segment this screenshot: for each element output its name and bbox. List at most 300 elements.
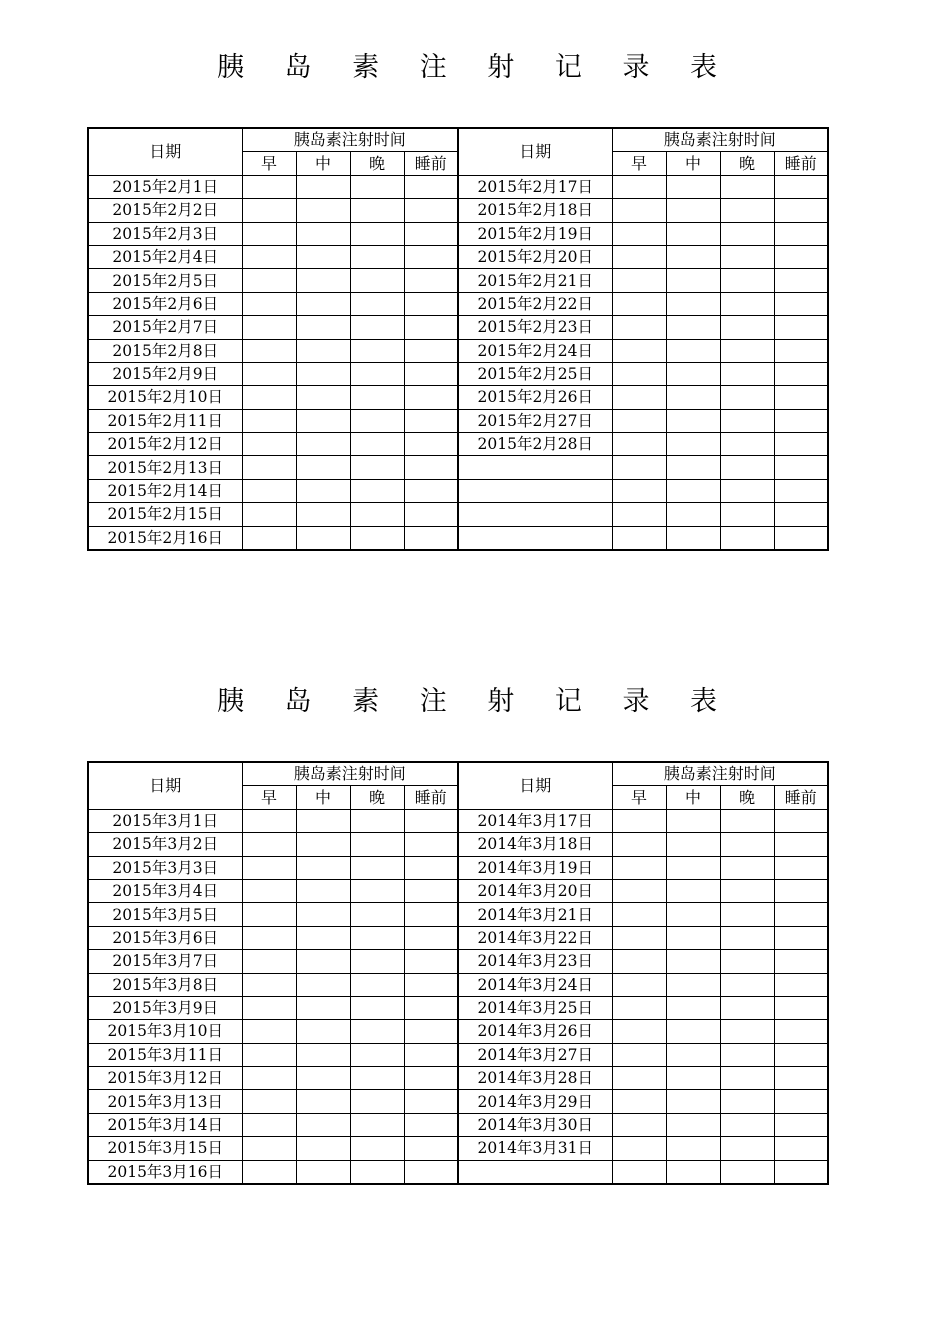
table-row — [88, 926, 828, 949]
injection-entry-cell[interactable] — [774, 526, 828, 550]
date-cell: 2015年2月27日 — [458, 409, 612, 432]
injection-entry-cell[interactable] — [404, 996, 458, 1019]
injection-entry-cell[interactable] — [720, 926, 774, 949]
date-cell: 2015年3月13日 — [88, 1090, 242, 1113]
injection-time-header: 胰岛素注射时间 — [242, 762, 458, 786]
injection-entry-cell[interactable] — [242, 222, 296, 245]
date-cell: 2014年3月22日 — [458, 926, 612, 949]
injection-entry-cell[interactable] — [296, 856, 350, 879]
injection-entry-cell[interactable] — [404, 199, 458, 222]
injection-entry-cell[interactable] — [666, 1043, 720, 1066]
injection-entry-cell[interactable] — [774, 903, 828, 926]
table-row — [88, 316, 828, 339]
injection-entry-cell[interactable] — [242, 269, 296, 292]
injection-entry-cell[interactable] — [774, 1160, 828, 1184]
date-cell: 2014年3月24日 — [458, 973, 612, 996]
date-cell: 2014年3月17日 — [458, 809, 612, 832]
injection-entry-cell[interactable] — [774, 856, 828, 879]
injection-entry-cell[interactable] — [720, 503, 774, 526]
injection-entry-cell[interactable] — [296, 503, 350, 526]
injection-entry-cell[interactable] — [666, 292, 720, 315]
injection-entry-cell[interactable] — [404, 1043, 458, 1066]
injection-entry-cell[interactable] — [404, 1067, 458, 1090]
injection-entry-cell[interactable] — [242, 479, 296, 502]
injection-entry-cell[interactable] — [242, 386, 296, 409]
injection-entry-cell[interactable] — [720, 809, 774, 832]
injection-entry-cell[interactable] — [666, 456, 720, 479]
injection-entry-cell[interactable] — [612, 833, 666, 856]
injection-entry-cell[interactable] — [720, 856, 774, 879]
injection-entry-cell[interactable] — [296, 199, 350, 222]
injection-entry-cell[interactable] — [666, 1090, 720, 1113]
injection-entry-cell[interactable] — [296, 362, 350, 385]
injection-entry-cell[interactable] — [720, 1160, 774, 1184]
date-cell: 2015年3月16日 — [88, 1160, 242, 1184]
table-row — [88, 856, 828, 879]
injection-entry-cell[interactable] — [404, 316, 458, 339]
injection-entry-cell[interactable] — [774, 292, 828, 315]
injection-entry-cell[interactable] — [296, 433, 350, 456]
injection-entry-cell[interactable] — [242, 339, 296, 362]
injection-entry-cell[interactable] — [720, 433, 774, 456]
injection-entry-cell[interactable] — [612, 362, 666, 385]
injection-entry-cell[interactable] — [242, 1043, 296, 1066]
injection-entry-cell[interactable] — [720, 1043, 774, 1066]
injection-entry-cell[interactable] — [612, 903, 666, 926]
table-row — [88, 973, 828, 996]
table-row — [88, 245, 828, 268]
injection-entry-cell[interactable] — [612, 973, 666, 996]
injection-entry-cell[interactable] — [720, 362, 774, 385]
injection-entry-cell[interactable] — [404, 386, 458, 409]
injection-entry-cell[interactable] — [774, 1090, 828, 1113]
injection-entry-cell[interactable] — [242, 433, 296, 456]
injection-entry-cell[interactable] — [296, 175, 350, 198]
injection-entry-cell[interactable] — [666, 362, 720, 385]
injection-entry-cell[interactable] — [350, 833, 404, 856]
injection-entry-cell[interactable] — [612, 479, 666, 502]
injection-entry-cell[interactable] — [774, 339, 828, 362]
injection-entry-cell[interactable] — [296, 926, 350, 949]
injection-entry-cell[interactable] — [666, 856, 720, 879]
injection-entry-cell[interactable] — [666, 175, 720, 198]
injection-entry-cell[interactable] — [296, 1160, 350, 1184]
date-cell: 2015年2月20日 — [458, 245, 612, 268]
injection-entry-cell[interactable] — [242, 175, 296, 198]
injection-entry-cell[interactable] — [242, 996, 296, 1019]
date-cell: 2014年3月26日 — [458, 1020, 612, 1043]
date-cell: 2015年2月10日 — [88, 386, 242, 409]
injection-entry-cell[interactable] — [666, 409, 720, 432]
injection-entry-cell[interactable] — [720, 973, 774, 996]
injection-entry-cell[interactable] — [296, 1137, 350, 1160]
date-cell: 2015年2月26日 — [458, 386, 612, 409]
injection-entry-cell[interactable] — [404, 950, 458, 973]
date-cell: 2015年2月5日 — [88, 269, 242, 292]
injection-entry-cell[interactable] — [296, 222, 350, 245]
injection-entry-cell[interactable] — [350, 362, 404, 385]
injection-entry-cell[interactable] — [350, 503, 404, 526]
injection-entry-cell[interactable] — [242, 1137, 296, 1160]
injection-entry-cell[interactable] — [612, 175, 666, 198]
injection-entry-cell[interactable] — [612, 950, 666, 973]
injection-entry-cell[interactable] — [720, 1067, 774, 1090]
injection-entry-cell[interactable] — [350, 950, 404, 973]
injection-entry-cell[interactable] — [242, 856, 296, 879]
injection-entry-cell[interactable] — [612, 316, 666, 339]
injection-entry-cell[interactable] — [666, 996, 720, 1019]
injection-entry-cell[interactable] — [774, 1113, 828, 1136]
injection-entry-cell[interactable] — [350, 1067, 404, 1090]
injection-entry-cell[interactable] — [296, 973, 350, 996]
injection-entry-cell[interactable] — [296, 479, 350, 502]
injection-entry-cell[interactable] — [404, 292, 458, 315]
injection-entry-cell[interactable] — [774, 1020, 828, 1043]
injection-entry-cell[interactable] — [720, 175, 774, 198]
injection-entry-cell[interactable] — [774, 386, 828, 409]
injection-entry-cell[interactable] — [404, 879, 458, 902]
injection-entry-cell[interactable] — [404, 456, 458, 479]
injection-entry-cell[interactable] — [666, 926, 720, 949]
injection-entry-cell[interactable] — [296, 809, 350, 832]
injection-entry-cell[interactable] — [296, 903, 350, 926]
injection-entry-cell[interactable] — [774, 269, 828, 292]
injection-entry-cell[interactable] — [720, 479, 774, 502]
injection-entry-cell[interactable] — [720, 316, 774, 339]
date-cell: 2015年2月1日 — [88, 175, 242, 198]
injection-entry-cell[interactable] — [774, 809, 828, 832]
injection-entry-cell[interactable] — [242, 316, 296, 339]
injection-entry-cell[interactable] — [350, 1160, 404, 1184]
injection-entry-cell[interactable] — [720, 292, 774, 315]
injection-entry-cell[interactable] — [404, 903, 458, 926]
injection-entry-cell[interactable] — [350, 409, 404, 432]
injection-entry-cell[interactable] — [720, 339, 774, 362]
slot-header-noon: 中 — [296, 786, 350, 809]
injection-entry-cell[interactable] — [612, 1020, 666, 1043]
injection-entry-cell[interactable] — [242, 950, 296, 973]
injection-entry-cell[interactable] — [720, 879, 774, 902]
injection-entry-cell[interactable] — [612, 809, 666, 832]
injection-entry-cell[interactable] — [296, 1020, 350, 1043]
injection-entry-cell[interactable] — [350, 175, 404, 198]
injection-entry-cell[interactable] — [774, 362, 828, 385]
date-cell: 2015年2月13日 — [88, 456, 242, 479]
injection-entry-cell[interactable] — [350, 292, 404, 315]
injection-entry-cell[interactable] — [612, 269, 666, 292]
injection-entry-cell[interactable] — [242, 503, 296, 526]
injection-entry-cell[interactable] — [242, 973, 296, 996]
injection-entry-cell[interactable] — [666, 903, 720, 926]
injection-entry-cell[interactable] — [404, 1160, 458, 1184]
injection-entry-cell[interactable] — [404, 269, 458, 292]
injection-entry-cell[interactable] — [296, 386, 350, 409]
injection-entry-cell[interactable] — [666, 316, 720, 339]
injection-entry-cell[interactable] — [666, 222, 720, 245]
injection-entry-cell[interactable] — [774, 1137, 828, 1160]
injection-entry-cell[interactable] — [612, 526, 666, 550]
injection-entry-cell[interactable] — [404, 856, 458, 879]
injection-entry-cell[interactable] — [666, 879, 720, 902]
injection-entry-cell[interactable] — [350, 526, 404, 550]
injection-entry-cell[interactable] — [350, 926, 404, 949]
injection-entry-cell[interactable] — [612, 409, 666, 432]
date-cell: 2014年3月28日 — [458, 1067, 612, 1090]
injection-entry-cell[interactable] — [612, 199, 666, 222]
injection-entry-cell[interactable] — [666, 1160, 720, 1184]
injection-entry-cell[interactable] — [666, 479, 720, 502]
injection-entry-cell[interactable] — [404, 526, 458, 550]
injection-entry-cell[interactable] — [612, 1113, 666, 1136]
injection-entry-cell[interactable] — [774, 175, 828, 198]
date-cell — [458, 503, 612, 526]
injection-entry-cell[interactable] — [404, 1137, 458, 1160]
injection-entry-cell[interactable] — [350, 1020, 404, 1043]
injection-entry-cell[interactable] — [612, 996, 666, 1019]
injection-entry-cell[interactable] — [720, 526, 774, 550]
injection-entry-cell[interactable] — [242, 1090, 296, 1113]
injection-entry-cell[interactable] — [666, 973, 720, 996]
injection-entry-cell[interactable] — [720, 833, 774, 856]
injection-entry-cell[interactable] — [242, 879, 296, 902]
injection-entry-cell[interactable] — [720, 245, 774, 268]
injection-entry-cell[interactable] — [296, 1067, 350, 1090]
injection-entry-cell[interactable] — [666, 950, 720, 973]
injection-entry-cell[interactable] — [350, 199, 404, 222]
date-cell: 2015年3月11日 — [88, 1043, 242, 1066]
table-row — [88, 269, 828, 292]
injection-entry-cell[interactable] — [666, 526, 720, 550]
date-cell: 2015年3月1日 — [88, 809, 242, 832]
date-cell — [458, 456, 612, 479]
injection-entry-cell[interactable] — [242, 1020, 296, 1043]
injection-entry-cell[interactable] — [774, 926, 828, 949]
date-cell: 2015年2月19日 — [458, 222, 612, 245]
injection-entry-cell[interactable] — [666, 833, 720, 856]
injection-entry-cell[interactable] — [612, 245, 666, 268]
injection-entry-cell[interactable] — [350, 316, 404, 339]
injection-entry-cell[interactable] — [666, 339, 720, 362]
injection-entry-cell[interactable] — [612, 339, 666, 362]
injection-entry-cell[interactable] — [404, 175, 458, 198]
injection-entry-cell[interactable] — [404, 339, 458, 362]
slot-header-evening: 晚 — [720, 152, 774, 175]
injection-entry-cell[interactable] — [666, 245, 720, 268]
slot-header-morning: 早 — [242, 152, 296, 175]
injection-entry-cell[interactable] — [242, 292, 296, 315]
injection-entry-cell[interactable] — [350, 1113, 404, 1136]
injection-entry-cell[interactable] — [242, 456, 296, 479]
injection-entry-cell[interactable] — [612, 1160, 666, 1184]
injection-entry-cell[interactable] — [774, 973, 828, 996]
injection-entry-cell[interactable] — [404, 433, 458, 456]
injection-entry-cell[interactable] — [350, 1090, 404, 1113]
injection-entry-cell[interactable] — [350, 903, 404, 926]
injection-entry-cell[interactable] — [296, 1043, 350, 1066]
injection-entry-cell[interactable] — [350, 1043, 404, 1066]
injection-entry-cell[interactable] — [774, 503, 828, 526]
injection-entry-cell[interactable] — [612, 1043, 666, 1066]
injection-entry-cell[interactable] — [612, 386, 666, 409]
injection-entry-cell[interactable] — [720, 1137, 774, 1160]
injection-entry-cell[interactable] — [350, 973, 404, 996]
table-row — [88, 1113, 828, 1136]
date-cell: 2015年2月14日 — [88, 479, 242, 502]
injection-entry-cell[interactable] — [350, 856, 404, 879]
injection-entry-cell[interactable] — [666, 503, 720, 526]
injection-entry-cell[interactable] — [350, 456, 404, 479]
injection-entry-cell[interactable] — [242, 903, 296, 926]
injection-entry-cell[interactable] — [404, 1090, 458, 1113]
date-cell: 2014年3月21日 — [458, 903, 612, 926]
injection-entry-cell[interactable] — [296, 316, 350, 339]
injection-entry-cell[interactable] — [242, 1067, 296, 1090]
injection-entry-cell[interactable] — [242, 245, 296, 268]
injection-entry-cell[interactable] — [404, 926, 458, 949]
injection-entry-cell[interactable] — [404, 833, 458, 856]
injection-entry-cell[interactable] — [612, 456, 666, 479]
injection-entry-cell[interactable] — [296, 456, 350, 479]
injection-entry-cell[interactable] — [774, 433, 828, 456]
date-cell: 2015年3月8日 — [88, 973, 242, 996]
injection-entry-cell[interactable] — [350, 479, 404, 502]
injection-entry-cell[interactable] — [774, 245, 828, 268]
injection-entry-cell[interactable] — [612, 222, 666, 245]
injection-entry-cell[interactable] — [612, 433, 666, 456]
injection-entry-cell[interactable] — [720, 996, 774, 1019]
injection-entry-cell[interactable] — [296, 996, 350, 1019]
injection-entry-cell[interactable] — [666, 386, 720, 409]
injection-entry-cell[interactable] — [404, 245, 458, 268]
injection-entry-cell[interactable] — [720, 1113, 774, 1136]
table-row — [88, 903, 828, 926]
injection-entry-cell[interactable] — [720, 222, 774, 245]
injection-entry-cell[interactable] — [612, 926, 666, 949]
injection-entry-cell[interactable] — [774, 833, 828, 856]
injection-entry-cell[interactable] — [774, 316, 828, 339]
date-cell: 2014年3月25日 — [458, 996, 612, 1019]
injection-entry-cell[interactable] — [404, 1020, 458, 1043]
injection-entry-cell[interactable] — [774, 996, 828, 1019]
injection-entry-cell[interactable] — [350, 433, 404, 456]
injection-entry-cell[interactable] — [720, 386, 774, 409]
injection-entry-cell[interactable] — [350, 996, 404, 1019]
injection-entry-cell[interactable] — [242, 926, 296, 949]
date-column-header: 日期 — [458, 128, 612, 175]
injection-entry-cell[interactable] — [666, 269, 720, 292]
table-row — [88, 222, 828, 245]
injection-entry-cell[interactable] — [296, 1090, 350, 1113]
injection-entry-cell[interactable] — [720, 409, 774, 432]
injection-entry-cell[interactable] — [774, 409, 828, 432]
injection-entry-cell[interactable] — [720, 456, 774, 479]
injection-entry-cell[interactable] — [612, 1090, 666, 1113]
injection-entry-cell[interactable] — [242, 1160, 296, 1184]
injection-entry-cell[interactable] — [666, 1067, 720, 1090]
injection-entry-cell[interactable] — [242, 526, 296, 550]
injection-entry-cell[interactable] — [296, 339, 350, 362]
injection-entry-cell[interactable] — [612, 1067, 666, 1090]
injection-entry-cell[interactable] — [612, 1137, 666, 1160]
injection-entry-cell[interactable] — [296, 879, 350, 902]
injection-entry-cell[interactable] — [720, 269, 774, 292]
injection-entry-cell[interactable] — [404, 362, 458, 385]
injection-entry-cell[interactable] — [774, 479, 828, 502]
injection-entry-cell[interactable] — [296, 950, 350, 973]
injection-entry-cell[interactable] — [666, 433, 720, 456]
injection-entry-cell[interactable] — [774, 1043, 828, 1066]
injection-entry-cell[interactable] — [296, 292, 350, 315]
injection-entry-cell[interactable] — [720, 1020, 774, 1043]
injection-entry-cell[interactable] — [774, 879, 828, 902]
injection-entry-cell[interactable] — [296, 409, 350, 432]
injection-entry-cell[interactable] — [612, 879, 666, 902]
injection-entry-cell[interactable] — [296, 526, 350, 550]
date-cell: 2014年3月19日 — [458, 856, 612, 879]
injection-entry-cell[interactable] — [666, 1113, 720, 1136]
injection-entry-cell[interactable] — [350, 269, 404, 292]
injection-entry-cell[interactable] — [774, 1067, 828, 1090]
sheet-title: 胰 岛 素 注 射 记 录 表 — [216, 686, 734, 717]
injection-entry-cell[interactable] — [296, 245, 350, 268]
insulin-record-table — [87, 127, 829, 551]
injection-entry-cell[interactable] — [774, 222, 828, 245]
injection-entry-cell[interactable] — [242, 833, 296, 856]
injection-entry-cell[interactable] — [666, 199, 720, 222]
injection-entry-cell[interactable] — [612, 856, 666, 879]
injection-entry-cell[interactable] — [350, 879, 404, 902]
injection-entry-cell[interactable] — [404, 973, 458, 996]
injection-entry-cell[interactable] — [404, 222, 458, 245]
injection-entry-cell[interactable] — [296, 833, 350, 856]
date-cell: 2014年3月20日 — [458, 879, 612, 902]
injection-entry-cell[interactable] — [666, 1020, 720, 1043]
injection-entry-cell[interactable] — [350, 1137, 404, 1160]
injection-entry-cell[interactable] — [242, 409, 296, 432]
injection-entry-cell[interactable] — [666, 1137, 720, 1160]
injection-entry-cell[interactable] — [720, 950, 774, 973]
injection-entry-cell[interactable] — [350, 339, 404, 362]
injection-entry-cell[interactable] — [350, 222, 404, 245]
injection-entry-cell[interactable] — [296, 269, 350, 292]
injection-entry-cell[interactable] — [404, 409, 458, 432]
slot-header-bedtime: 睡前 — [404, 152, 458, 175]
injection-entry-cell[interactable] — [612, 292, 666, 315]
injection-entry-cell[interactable] — [774, 456, 828, 479]
injection-entry-cell[interactable] — [774, 950, 828, 973]
injection-entry-cell[interactable] — [612, 503, 666, 526]
injection-entry-cell[interactable] — [404, 479, 458, 502]
injection-entry-cell[interactable] — [350, 386, 404, 409]
injection-entry-cell[interactable] — [720, 199, 774, 222]
injection-entry-cell[interactable] — [296, 1113, 350, 1136]
injection-entry-cell[interactable] — [720, 1090, 774, 1113]
injection-entry-cell[interactable] — [774, 199, 828, 222]
injection-entry-cell[interactable] — [242, 362, 296, 385]
injection-entry-cell[interactable] — [350, 245, 404, 268]
injection-entry-cell[interactable] — [242, 199, 296, 222]
injection-entry-cell[interactable] — [404, 1113, 458, 1136]
injection-entry-cell[interactable] — [404, 809, 458, 832]
injection-entry-cell[interactable] — [720, 903, 774, 926]
injection-entry-cell[interactable] — [350, 809, 404, 832]
injection-entry-cell[interactable] — [242, 809, 296, 832]
date-cell: 2015年3月15日 — [88, 1137, 242, 1160]
table-row — [88, 1090, 828, 1113]
injection-entry-cell[interactable] — [666, 809, 720, 832]
injection-entry-cell[interactable] — [404, 503, 458, 526]
injection-entry-cell[interactable] — [242, 1113, 296, 1136]
